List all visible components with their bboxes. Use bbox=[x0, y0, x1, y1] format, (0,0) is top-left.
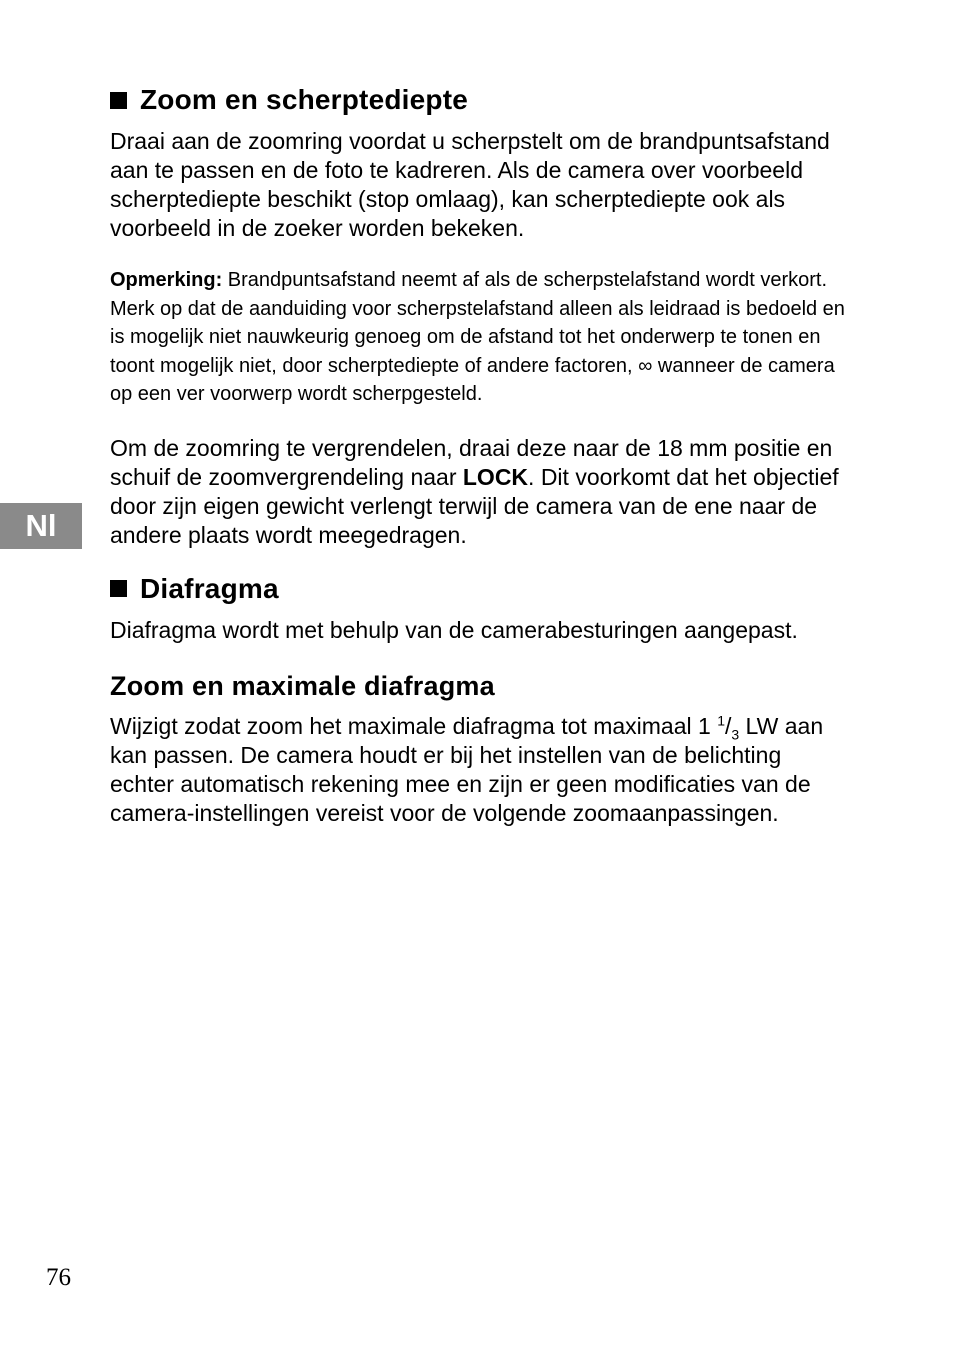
paragraph-zoom-lock bbox=[110, 434, 850, 550]
language-tab-label: Nl bbox=[25, 508, 57, 543]
lock-text-before: Om de zoomring te vergrendelen, draai deze naar de 18 mm positie en schuif de zoomvergrendeling naar bbox=[110, 434, 833, 490]
max-diafragma-text-after: LW aan kan passen. De camera houdt er bij het instellen van de belichting echter automatisch rekening mee en zijn er geen modificaties van de camera-instellingen vereist voor de volgende zoomaanpassingen. bbox=[110, 712, 824, 826]
paragraph-zoom-scherptediepte: Draai aan de zoomring voordat u scherpstelt om de brandpuntsafstand aan te passen en de foto te kadreren. Als de camera over voorbeeld scherptediepte beschikt (stop omlaag), kan scherptediepte ook als voorbeeld in de zoeker worden bekeken. bbox=[110, 128, 830, 241]
heading-text: Diafragma bbox=[140, 572, 279, 604]
square-bullet-icon bbox=[110, 580, 127, 597]
fraction-slash: / bbox=[724, 712, 732, 739]
lock-keyword: LOCK bbox=[462, 463, 529, 490]
heading-zoom-scherptediepte bbox=[110, 84, 850, 116]
paragraph-diafragma: Diafragma wordt met behulp van de camerabesturingen aangepast. bbox=[110, 616, 798, 643]
heading-diafragma bbox=[110, 573, 850, 605]
note-label: Opmerking: bbox=[110, 269, 223, 291]
paragraph-zoom-maximale-diafragma bbox=[110, 712, 850, 828]
page-number: 76 bbox=[46, 1264, 71, 1291]
fraction-denominator: 3 bbox=[731, 726, 740, 743]
language-tab bbox=[0, 503, 82, 549]
heading-zoom-maximale-diafragma: Zoom en maximale diafragma bbox=[110, 670, 495, 701]
square-bullet-icon bbox=[110, 92, 127, 109]
note-text: Brandpuntsafstand neemt af als de scherpstelafstand wordt verkort. Merk op dat de aanduiding voor scherpstelafstand alleen als leidraad is bedoeld en is mogelijk niet nauwkeurig genoeg om de afstand tot het onderwerp te tonen en toont mogelijk niet, door scherptediepte of andere factoren, ∞ wanneer de camera op een ver voorwerp wordt scherpgesteld. bbox=[110, 269, 845, 405]
max-diafragma-text-before: Wijzigt zodat zoom het maximale diafragma tot maximaal 1 bbox=[110, 712, 718, 739]
paragraph-note bbox=[110, 266, 850, 409]
heading-text: Zoom en scherptediepte bbox=[140, 84, 469, 115]
lock-text-after: . Dit voorkomt dat het objectief door zijn eigen gewicht verlengt terwijl de camera van de ene naar de andere plaats wordt meegedragen. bbox=[110, 463, 839, 548]
fraction-numerator: 1 bbox=[717, 711, 725, 728]
manual-page-content bbox=[110, 84, 850, 851]
